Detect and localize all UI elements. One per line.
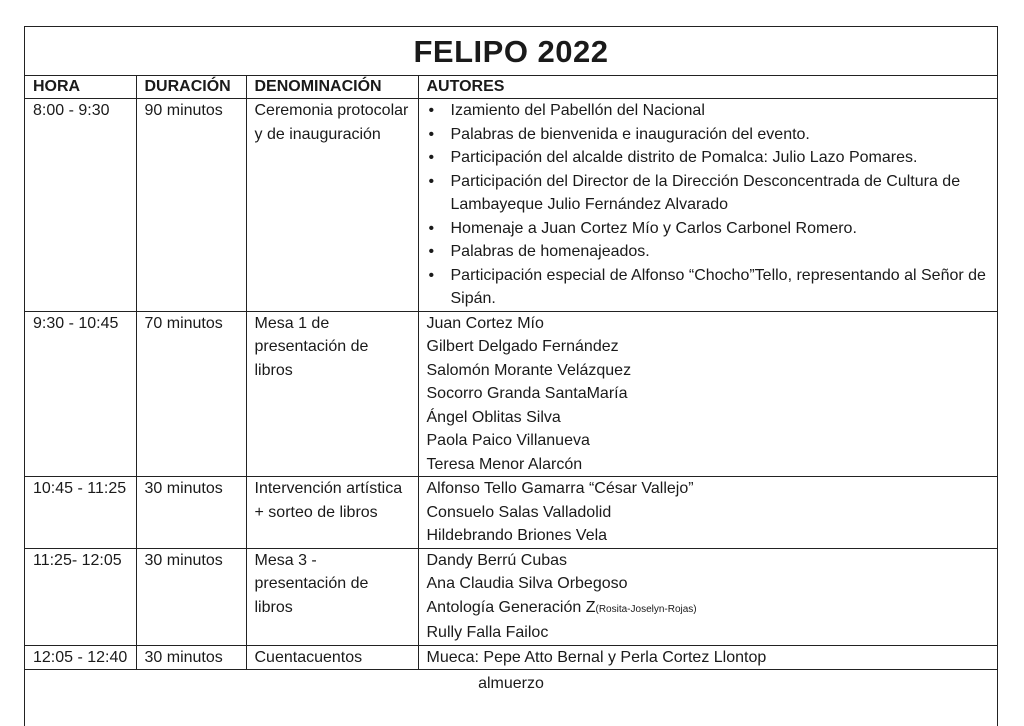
author-note: (Rosita-Joselyn-Rojas) xyxy=(595,603,697,615)
header-denominacion: DENOMINACIÓN xyxy=(246,76,418,99)
author-name: Gilbert Delgado Fernández xyxy=(426,338,619,355)
author-name: Dandy Berrú Cubas xyxy=(426,551,568,569)
bullet-list xyxy=(427,99,990,311)
author-name: Antología Generación Z xyxy=(426,598,596,616)
cell-autores xyxy=(418,311,997,477)
author-name: Hildebrando Briones Vela xyxy=(426,527,608,544)
cell-autores xyxy=(418,477,997,549)
list-item: • Participación especial de Alfonso “Chocho”Tello, representando al Señor de Sipán. xyxy=(427,264,990,311)
cell-autores xyxy=(418,645,997,670)
author-name: Juan Cortez Mío xyxy=(426,314,544,332)
cell-hora: 11:25- 12:05 xyxy=(25,548,136,645)
document-title: FELIPO 2022 xyxy=(25,27,997,76)
cell-hora: 9:30 - 10:45 xyxy=(25,311,136,477)
cell-denominacion: Mesa 3 - presentación de libros xyxy=(246,548,418,645)
table-row xyxy=(25,99,997,312)
author-name: Mueca: Pepe Atto Bernal y Perla Cortez Llontop xyxy=(426,648,767,666)
author-name: Teresa Menor Alarcón xyxy=(426,455,583,473)
author-name: Ana Claudia Silva Orbegoso xyxy=(426,575,628,592)
cell-hora: 12:05 - 12:40 xyxy=(25,645,136,670)
lunch-break: almuerzo xyxy=(478,675,544,692)
cell-duracion: 90 minutos xyxy=(136,99,246,312)
list-item: • Participación del Director de la Dirección Desconcentrada de Cultura de Lambayeque Julio Fernández Alvarado xyxy=(427,170,990,217)
author-name: Consuelo Salas Valladolid xyxy=(426,503,612,521)
author-name: Alfonso Tello Gamarra “César Vallejo” xyxy=(426,480,694,497)
header-hora: HORA xyxy=(25,76,136,99)
cell-duracion: 30 minutos xyxy=(136,477,246,549)
table-row xyxy=(25,311,997,477)
author-name-with-note xyxy=(427,596,990,622)
author-name: Salomón Morante Velázquez xyxy=(426,361,632,379)
cell-autores xyxy=(418,548,997,645)
author-name: Rully Falla Failoc xyxy=(426,624,549,641)
cell-autores xyxy=(418,99,997,312)
author-name: Ángel Oblitas Silva xyxy=(426,408,561,426)
author-name: Socorro Granda SantaMaría xyxy=(426,385,628,402)
list-item: • Palabras de bienvenida e inauguración del evento. xyxy=(427,123,990,147)
header-autores: AUTORES xyxy=(418,76,997,99)
cell-hora: 10:45 - 11:25 xyxy=(25,477,136,549)
cell-hora: 8:00 - 9:30 xyxy=(25,99,136,312)
cell-duracion: 30 minutos xyxy=(136,645,246,670)
list-item: • Homenaje a Juan Cortez Mío y Carlos Carbonel Romero. xyxy=(427,217,990,241)
cell-denominacion: Mesa 1 de presentación de libros xyxy=(246,311,418,477)
table-row xyxy=(25,645,997,670)
cell-duracion: 70 minutos xyxy=(136,311,246,477)
list-item: • Izamiento del Pabellón del Nacional xyxy=(427,99,990,123)
table-row xyxy=(25,548,997,645)
schedule-table xyxy=(25,76,997,670)
author-name: Paola Paico Villanueva xyxy=(426,432,590,449)
cell-denominacion: Intervención artística + sorteo de libros xyxy=(246,477,418,549)
cell-denominacion: Ceremonia protocolar y de inauguración xyxy=(246,99,418,312)
header-row xyxy=(25,76,997,99)
header-duracion: DURACIÓN xyxy=(136,76,246,99)
program-sheet xyxy=(24,26,998,726)
cell-denominacion: Cuentacuentos xyxy=(246,645,418,670)
list-item: • Participación del alcalde distrito de Pomalca: Julio Lazo Pomares. xyxy=(427,146,990,170)
list-item: • Palabras de homenajeados. xyxy=(427,240,990,264)
cell-duracion: 30 minutos xyxy=(136,548,246,645)
table-row xyxy=(25,477,997,549)
